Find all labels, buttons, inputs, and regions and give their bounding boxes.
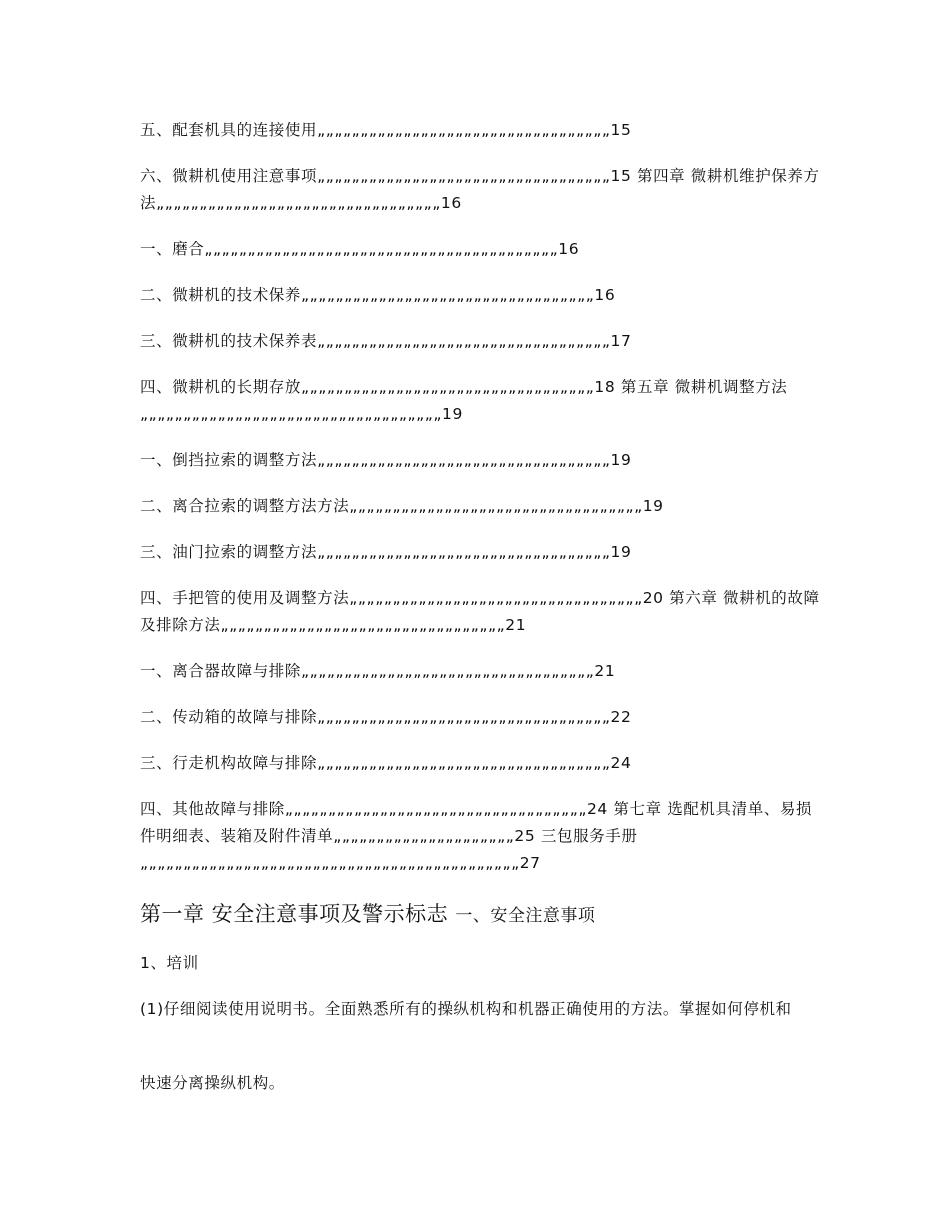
- body-paragraph: 快速分离操纵机构。: [140, 1074, 285, 1092]
- toc-entry[interactable]: 五、配套机具的连接使用„„„„„„„„„„„„„„„„„„„„„„„„„„„„„„„„„„15: [140, 121, 632, 139]
- toc-entry[interactable]: 二、微耕机的技术保养„„„„„„„„„„„„„„„„„„„„„„„„„„„„„„„„„„16: [140, 286, 616, 304]
- body-paragraph: (1)仔细阅读使用说明书。全面熟悉所有的操纵机构和机器正确使用的方法。掌握如何停机和: [140, 1000, 792, 1018]
- toc-entry[interactable]: 四、手把管的使用及调整方法„„„„„„„„„„„„„„„„„„„„„„„„„„„„„„„„„„20 第六章 微耕机的故障及排除方法„„„„„„„„„„„„„„„„„„„„„„„„„„„„„„„„„21: [140, 589, 820, 634]
- toc-entry[interactable]: 三、油门拉索的调整方法„„„„„„„„„„„„„„„„„„„„„„„„„„„„„„„„„„19: [140, 543, 632, 561]
- chapter-heading: [140, 898, 820, 932]
- toc-entry[interactable]: 三、行走机构故障与排除„„„„„„„„„„„„„„„„„„„„„„„„„„„„„„„„„„24: [140, 754, 632, 772]
- toc-entry[interactable]: 一、倒挡拉索的调整方法„„„„„„„„„„„„„„„„„„„„„„„„„„„„„„„„„„19: [140, 451, 632, 469]
- section-title: 一、安全注意事项: [455, 906, 596, 926]
- subsection-title: 1、培训: [140, 954, 199, 972]
- toc-entry[interactable]: 四、其他故障与排除„„„„„„„„„„„„„„„„„„„„„„„„„„„„„„„„„„„24 第七章 选配机具清单、易损件明细表、装箱及附件清单„„„„„„„„„„„„„„„„„„„„„25 三包服务手册„„„„„„„„„„„„„„„„„„„„„„„„„„„„„„„„„„„„„„„„„„„„27: [140, 800, 813, 872]
- toc-entry[interactable]: 六、微耕机使用注意事项„„„„„„„„„„„„„„„„„„„„„„„„„„„„„„„„„„15 第四章 微耕机维护保养方法„„„„„„„„„„„„„„„„„„„„„„„„„„„„„„„„„16: [140, 167, 820, 212]
- table-of-contents: [140, 117, 820, 896]
- toc-entry[interactable]: 二、传动箱的故障与排除„„„„„„„„„„„„„„„„„„„„„„„„„„„„„„„„„„22: [140, 708, 632, 726]
- toc-entry[interactable]: 四、微耕机的长期存放„„„„„„„„„„„„„„„„„„„„„„„„„„„„„„„„„„18 第五章 微耕机调整方法„„„„„„„„„„„„„„„„„„„„„„„„„„„„„„„„„„„19: [140, 378, 788, 423]
- toc-entry[interactable]: 三、微耕机的技术保养表„„„„„„„„„„„„„„„„„„„„„„„„„„„„„„„„„„17: [140, 332, 632, 350]
- toc-entry[interactable]: 二、离合拉索的调整方法方法„„„„„„„„„„„„„„„„„„„„„„„„„„„„„„„„„„19: [140, 497, 664, 515]
- chapter-title: 第一章 安全注意事项及警示标志: [140, 902, 449, 926]
- toc-entry[interactable]: 一、离合器故障与排除„„„„„„„„„„„„„„„„„„„„„„„„„„„„„„„„„„21: [140, 662, 616, 680]
- toc-entry[interactable]: 一、磨合„„„„„„„„„„„„„„„„„„„„„„„„„„„„„„„„„„„„„„„„„16: [140, 240, 580, 258]
